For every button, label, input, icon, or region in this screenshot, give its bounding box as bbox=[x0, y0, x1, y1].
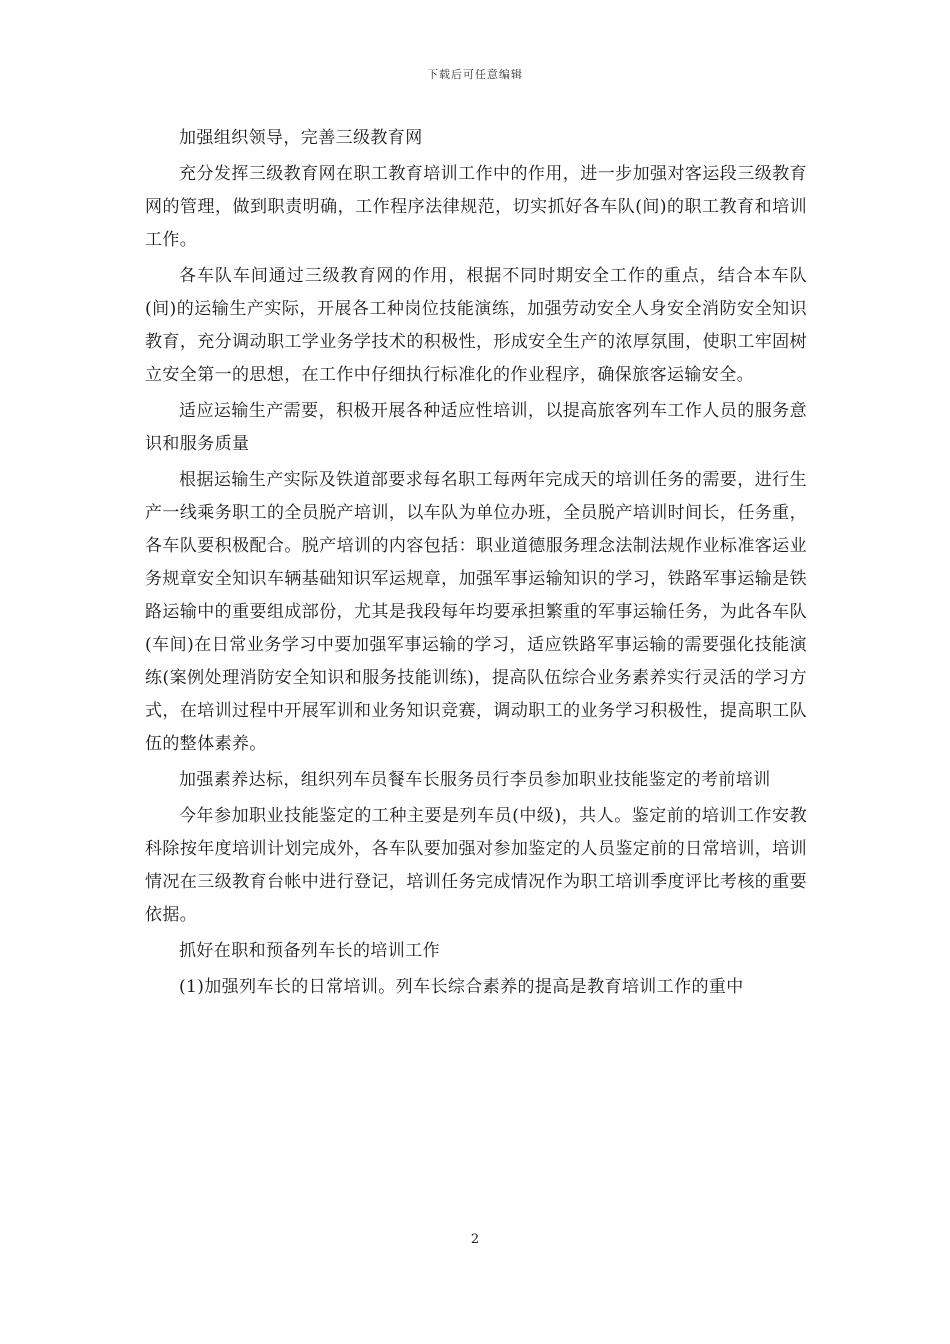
section-heading: 加强素养达标，组织列车员餐车长服务员行李员参加职业技能鉴定的考前培训 bbox=[179, 770, 771, 790]
body-paragraph: 今年参加职业技能鉴定的工种主要是列车员(中级)，共人。鉴定前的培训工作安教科除按年度培训计划完成外，各车队要加强对参加鉴定的人员鉴定前的日常培训，培训情况在三级教育台帐中进行登记，培训任务完成情况作为职工培训季度评比考核的重要依据。 bbox=[145, 806, 807, 925]
body-paragraph: 充分发挥三级教育网在职工教育培训工作中的作用，进一步加强对客运段三级教育网的管理，做到职责明确，工作程序法律规范，切实抓好各车队(间)的职工教育和培训工作。 bbox=[145, 164, 807, 250]
section-heading: 抓好在职和预备列车长的培训工作 bbox=[179, 941, 440, 961]
body-paragraph: 根据运输生产实际及铁道部要求每名职工每两年完成天的培训任务的需要，进行生产一线乘务职工的全员脱产培训，以车队为单位办班，全员脱产培训时间长，任务重，各车队要积极配合。脱产培训的内容包括：职业道德服务理念法制法规作业标准客运业务规章安全知识车辆基础知识军运规章，加强军事运输知识的学习，铁路军事运输是铁路运输中的重要组成部份，尤其是我段每年均要承担繁重的军事运输任务，为此各车队(车间)在日常业务学习中要加强军事运输的学习，适应铁路军事运输的需要强化技能演练(案例处理消防安全知识和服务技能训练)，提高队伍综合业务素养实行灵活的学习方式，在培训过程中开展军训和业务知识竞赛，调动职工的业务学习积极性，提高职工队伍的整体素养。 bbox=[145, 470, 807, 754]
document-body bbox=[145, 122, 807, 1007]
body-paragraph: (1)加强列车长的日常培训。列车长综合素养的提高是教育培训工作的重中 bbox=[179, 977, 744, 997]
body-paragraph: 各车队车间通过三级教育网的作用，根据不同时期安全工作的重点，结合本车队(间)的运输生产实际，开展各工种岗位技能演练，加强劳动安全人身安全消防安全知识教育，充分调动职工学业务学技术的积极性，形成安全生产的浓厚氛围，使职工牢固树立安全第一的思想，在工作中仔细执行标准化的作业程序，确保旅客运输安全。 bbox=[145, 266, 807, 385]
section-heading: 加强组织领导，完善三级教育网 bbox=[179, 128, 423, 148]
page-number: 2 bbox=[470, 1232, 480, 1247]
page-header: 下载后可任意编辑 bbox=[427, 68, 523, 81]
section-heading: 适应运输生产需要，积极开展各种适应性培训，以提高旅客列车工作人员的服务意识和服务质量 bbox=[145, 401, 807, 454]
